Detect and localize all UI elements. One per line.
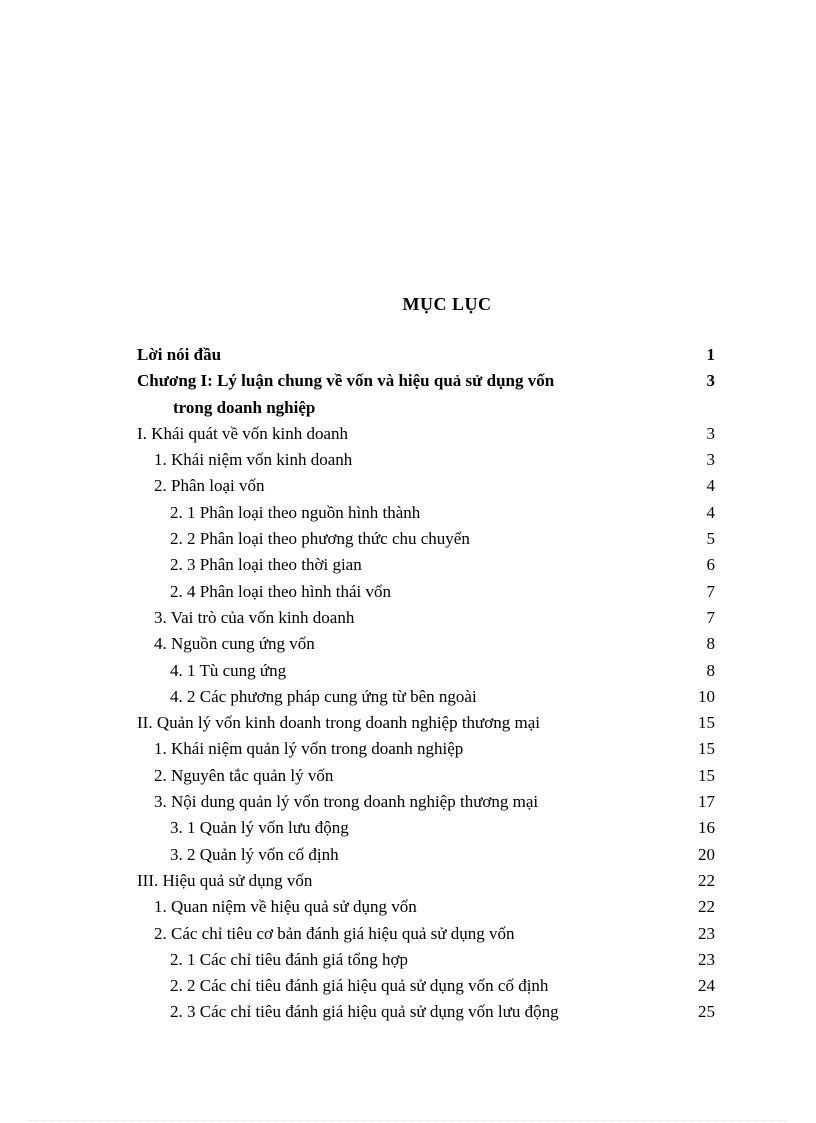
toc-entry — [137, 736, 715, 762]
toc-entry-label — [170, 526, 675, 552]
toc-entry-text: 4. 1 Tù cung ứng — [170, 660, 287, 680]
toc-entry — [137, 658, 715, 684]
toc-entry-page-number: 24 — [698, 976, 715, 996]
toc-entry-page-number: 17 — [698, 792, 715, 812]
toc-entry-label — [137, 868, 675, 894]
toc-entry-label — [137, 421, 675, 447]
toc-entry-page-number: 4 — [706, 502, 715, 522]
toc-entry — [137, 368, 715, 421]
toc-entry-label — [170, 579, 675, 605]
toc-entry-page-number: 16 — [698, 818, 715, 838]
toc-entry-page-number: 3 — [706, 423, 715, 443]
toc-entry — [137, 684, 715, 710]
toc-entry — [137, 789, 715, 815]
toc-entry — [137, 815, 715, 841]
toc-entry-text: 1. Quan niệm về hiệu quả sử dụng vốn — [154, 897, 417, 917]
toc-entry-text: 1. Khái niệm quản lý vốn trong doanh nghiệp — [154, 739, 464, 759]
toc-entry-label — [170, 658, 675, 684]
toc-entry-page-number: 10 — [698, 686, 715, 706]
toc-entry-page-number: 15 — [698, 713, 715, 733]
toc-entry-text: I. Khái quát về vốn kinh doanh — [137, 423, 349, 443]
toc-entry — [137, 342, 715, 368]
toc-entry — [137, 763, 715, 789]
toc-entry — [137, 473, 715, 499]
toc-entry — [137, 552, 715, 578]
toc-entry-page-number: 5 — [706, 529, 715, 549]
toc-entry-text: 2. Nguyên tắc quản lý vốn — [154, 765, 334, 785]
toc-entry-label — [154, 631, 675, 657]
toc-entry-label — [170, 815, 675, 841]
toc-entry-page-number: 4 — [706, 476, 715, 496]
toc-entry — [137, 921, 715, 947]
toc-entry-text-continued: trong doanh nghiệp — [173, 397, 316, 417]
toc-entry — [137, 973, 715, 999]
toc-entry-label — [137, 342, 675, 368]
toc-entry-text: 4. Nguồn cung ứng vốn — [154, 634, 315, 654]
toc-entry-text: Lời nói đầu — [137, 345, 222, 364]
toc-entry-text: 3. Vai trò của vốn kinh doanh — [154, 607, 355, 627]
toc-entry-label — [154, 605, 675, 631]
toc-entry-page-number: 8 — [706, 660, 715, 680]
toc-entry-label — [154, 894, 675, 920]
page-title: MỤC LỤC — [402, 294, 492, 314]
toc-entry-text: II. Quản lý vốn kinh doanh trong doanh nghiệp thương mại — [137, 713, 541, 733]
toc-entry-text: 2. 4 Phân loại theo hình thái vốn — [170, 581, 391, 601]
toc-entry-page-number: 25 — [698, 1002, 715, 1022]
toc-entry-page-number: 22 — [698, 897, 715, 917]
toc-entry-label — [137, 368, 675, 421]
table-of-contents — [137, 342, 715, 1026]
toc-entry-label — [154, 736, 675, 762]
toc-entry-text: 2. 1 Phân loại theo nguồn hình thành — [170, 502, 421, 522]
toc-entry — [137, 500, 715, 526]
toc-entry-text: 2. Phân loại vốn — [154, 476, 265, 496]
toc-entry-text: 4. 2 Các phương pháp cung ứng từ bên ngoài — [170, 686, 477, 706]
toc-entry-label — [170, 684, 675, 710]
toc-entry-label — [170, 999, 675, 1025]
toc-entry-page-number: 3 — [706, 371, 715, 391]
toc-entry-page-number: 22 — [698, 870, 715, 890]
toc-entry — [137, 447, 715, 473]
toc-entry-page-number: 1 — [706, 345, 715, 364]
toc-entry — [137, 894, 715, 920]
toc-entry-label — [154, 473, 675, 499]
page-bottom-divider — [28, 1120, 788, 1121]
toc-entry — [137, 842, 715, 868]
toc-entry — [137, 631, 715, 657]
toc-entry-label — [170, 973, 675, 999]
toc-entry-page-number: 23 — [698, 949, 715, 969]
toc-entry-text: III. Hiệu quả sử dụng vốn — [137, 870, 313, 890]
toc-entry — [137, 579, 715, 605]
toc-entry — [137, 868, 715, 894]
toc-entry-text: 2. 3 Phân loại theo thời gian — [170, 555, 362, 575]
toc-entry-text: 2. Các chỉ tiêu cơ bản đánh giá hiệu quả sử dụng vốn — [154, 923, 515, 943]
toc-entry-label — [170, 842, 675, 868]
toc-entry-page-number: 6 — [706, 555, 715, 575]
toc-entry-label — [170, 500, 675, 526]
toc-entry-text: 2. 3 Các chỉ tiêu đánh giá hiệu quả sử dụng vốn lưu động — [170, 1002, 559, 1022]
toc-entry-label — [137, 710, 675, 736]
toc-entry-text: 2. 1 Các chỉ tiêu đánh giá tổng hợp — [170, 949, 408, 969]
toc-entry-text: 3. Nội dung quản lý vốn trong doanh nghiệp thương mại — [154, 792, 539, 812]
toc-entry — [137, 605, 715, 631]
toc-entry-label — [154, 921, 675, 947]
toc-entry-label — [170, 947, 675, 973]
toc-entry-page-number: 7 — [706, 581, 715, 601]
toc-entry-label — [154, 447, 675, 473]
toc-entry-text: 2. 2 Phân loại theo phương thức chu chuyển — [170, 529, 470, 549]
toc-entry-label — [154, 763, 675, 789]
toc-entry-label — [170, 552, 675, 578]
toc-entry-page-number: 15 — [698, 739, 715, 759]
toc-entry-page-number: 8 — [706, 634, 715, 654]
toc-entry-text: Chương I: Lý luận chung về vốn và hiệu quả sử dụng vốn — [137, 371, 555, 391]
toc-entry — [137, 999, 715, 1025]
toc-entry-page-number: 15 — [698, 765, 715, 785]
toc-entry-text: 1. Khái niệm vốn kinh doanh — [154, 450, 353, 470]
toc-entry-label — [154, 789, 675, 815]
toc-entry — [137, 710, 715, 736]
toc-entry — [137, 421, 715, 447]
toc-entry-page-number: 20 — [698, 844, 715, 864]
toc-entry-text: 3. 1 Quản lý vốn lưu động — [170, 818, 349, 838]
toc-entry — [137, 526, 715, 552]
toc-entry-page-number: 3 — [706, 450, 715, 470]
toc-entry — [137, 947, 715, 973]
toc-entry-text: 3. 2 Quản lý vốn cố định — [170, 844, 339, 864]
toc-entry-text: 2. 2 Các chỉ tiêu đánh giá hiệu quả sử dụng vốn cố định — [170, 976, 549, 996]
toc-entry-page-number: 7 — [706, 607, 715, 627]
toc-entry-page-number: 23 — [698, 923, 715, 943]
